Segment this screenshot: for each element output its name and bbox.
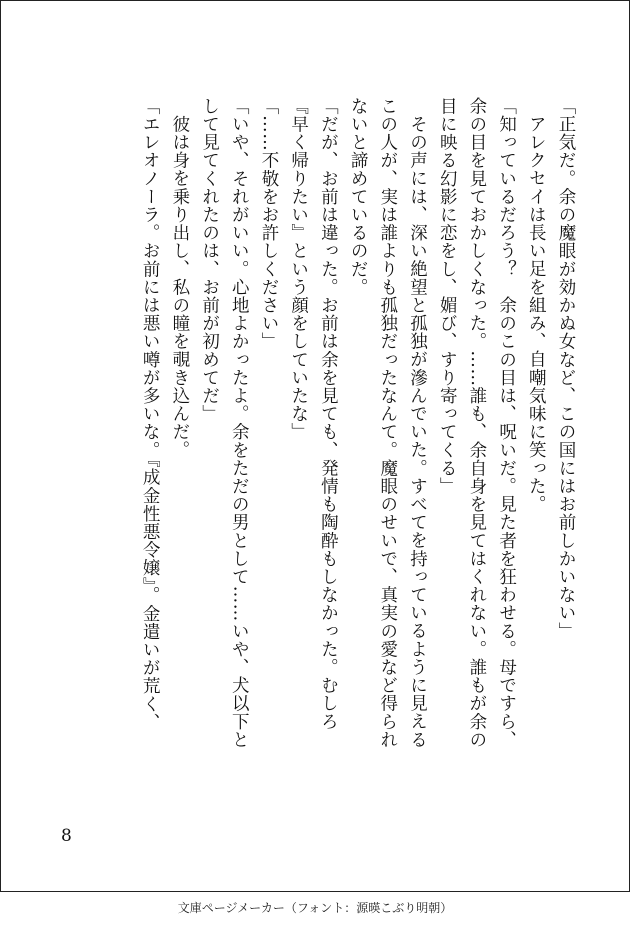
text-line-1: 「正気だ。余の魔眼が効かぬ女など、この国にはお前しかいない」 [556, 97, 576, 640]
text-line-2: アレクセイは長い足を組み、自嘲気味に笑った。 [526, 114, 547, 513]
text-line-3: 「知っているだろう？ 余のこの目は、呪いだ。見た者を狂わせる。母ですら、 [496, 97, 517, 749]
text-line-9: 「だが、お前は違った。お前は余を見ても、発情も陶酔もしなかった。むしろ [318, 97, 339, 731]
vertical-text-body [61, 97, 580, 787]
text-line-7: この人が、実は誰よりも孤独だったなんて。魔眼のせいで、真実の愛など得られ [377, 97, 398, 749]
text-line-13: して見てくれたのは、お前が初めてだ」 [199, 97, 220, 423]
text-line-14: 彼は身を乗り出し、私の瞳を覗き込んだ。 [169, 114, 190, 459]
text-line-6: その声には、深い絶望と孤独が滲んでいた。すべてを持っているように見える [407, 114, 428, 748]
text-line-5: 目に映る幻影に恋をし、媚び、すり寄ってくる」 [437, 97, 458, 496]
text-line-8: ないと諦めているのだ。 [348, 97, 369, 297]
footer-credit: 文庫ページメーカー（フォント：源暎こぶり明朝） [177, 901, 453, 915]
text-line-4: 余の目を見ておかしくなった。……誰も、余自身を見てはくれない。誰もが余の [466, 97, 487, 749]
page-number: 8 [61, 826, 72, 846]
text-line-11: 「……不敬をお許しください」 [258, 97, 279, 351]
text-line-10: 『早く帰りたい』という顔をしていたな」 [288, 97, 309, 441]
text-line-12: 「いや、それがいい。心地よかったよ。余をただの男として……いや、犬以下と [229, 97, 250, 749]
text-line-15: 「エレオノーラ。お前には悪い噂が多いな。『成金性悪令嬢』。金遣いが荒く、 [140, 97, 161, 732]
